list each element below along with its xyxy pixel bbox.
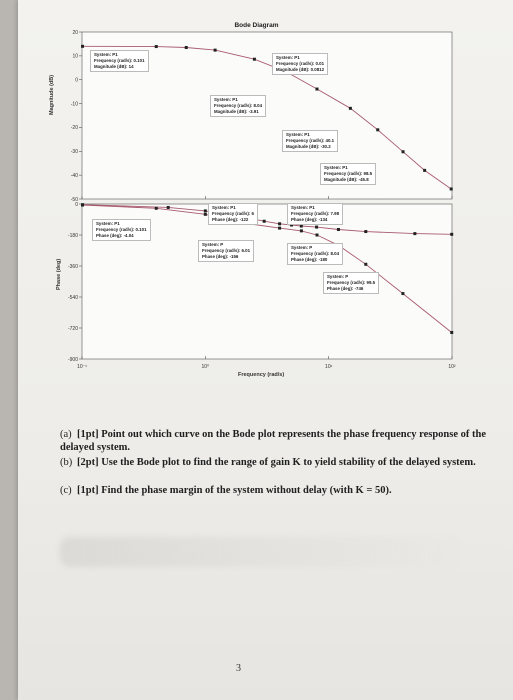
datatip	[320, 163, 376, 185]
datatip-line: Frequency (rad/s): 98.5	[324, 171, 373, 176]
bleed-through-text	[60, 537, 460, 567]
magnitude-y-tick-label: -40	[70, 172, 78, 179]
datatip-line: System: P1	[291, 205, 315, 210]
datatip-line: Frequency (rad/s): 0.01	[276, 61, 325, 66]
datatip-line: Frequency (rad/s): 0.101	[94, 58, 145, 63]
datatip-line: Magnitude (dB): -45.8	[324, 177, 369, 182]
datatip-line: Phase (deg): -180	[291, 257, 328, 262]
datatip	[287, 203, 343, 225]
datatip-line: System: P1	[96, 221, 120, 226]
datatip-line: Magnitude (dB): -30.2	[286, 144, 331, 149]
datatip-line: Frequency (rad/s): 40.1	[286, 138, 335, 143]
phase-y-tick-label: -360	[67, 263, 78, 270]
datatip-line: System: P	[202, 242, 224, 247]
datatip	[90, 50, 149, 72]
magnitude-series-0-point	[253, 58, 256, 61]
phase-series-0-point	[413, 232, 416, 235]
x-tick-label: 10⁻¹	[77, 364, 87, 370]
magnitude-series-0-point	[81, 45, 84, 48]
magnitude-series-0-point	[315, 88, 318, 91]
datatip-line: System: P1	[324, 165, 348, 170]
phase-series-1-point	[204, 213, 207, 216]
chart-title: Bode Diagram	[234, 22, 279, 29]
phase-y-tick-label: -720	[67, 325, 78, 332]
question-c-text: [1pt] Find the phase margin of the system without delay (with K = 50).	[77, 485, 392, 496]
datatip-line: Phase (deg): -134	[291, 217, 328, 222]
datatip-line: Phase (deg): -4.04	[96, 233, 134, 238]
phase-y-tick-label: -900	[67, 356, 78, 363]
magnitude-series-0-point	[185, 46, 188, 49]
datatip-line: Frequency (rad/s): 6.01	[202, 248, 251, 253]
datatip	[198, 240, 254, 262]
datatip-line: System: P	[327, 274, 349, 279]
magnitude-y-tick-label: 20	[72, 29, 78, 36]
x-axis-label: Frequency (rad/s)	[238, 372, 285, 378]
datatip	[287, 243, 343, 265]
magnitude-series-0-point	[450, 187, 453, 190]
phase-series-1-point	[278, 227, 281, 230]
datatip-line: Frequency (rad/s): 7.98	[291, 211, 340, 216]
datatip	[282, 130, 338, 152]
magnitude-series-0-point	[402, 150, 405, 153]
question-a-number: (a)	[60, 429, 72, 440]
datatip-line: System: P	[291, 245, 313, 250]
phase-series-0-point	[278, 222, 281, 225]
phase-series-1-point	[300, 229, 303, 232]
phase-series-0-point	[337, 228, 340, 231]
datatip-line: Phase (deg): -122	[212, 217, 249, 222]
magnitude-y-tick-label: -20	[70, 125, 78, 132]
phase-series-0-point	[263, 220, 266, 223]
question-b	[60, 456, 476, 469]
datatip-line: Frequency (rad/s): 99.5	[327, 280, 376, 285]
datatip-line: System: P1	[286, 132, 310, 137]
datatip-line: Phase (deg): -156	[202, 254, 239, 259]
datatip-line: Frequency (rad/s): 8.04	[291, 251, 340, 256]
magnitude-series-0-point	[155, 45, 158, 48]
phase-series-0-point	[167, 206, 170, 209]
phase-axis-label: Phase (deg)	[56, 258, 62, 290]
datatip-line: Magnitude (dB): 0.0812	[276, 67, 325, 72]
magnitude-series-0-point	[423, 169, 426, 172]
x-tick-label: 10¹	[325, 364, 333, 370]
datatip	[210, 95, 266, 117]
phase-y-tick-label: -540	[67, 294, 78, 301]
magnitude-series-0-point	[376, 128, 379, 131]
magnitude-y-tick-label: 10	[72, 53, 78, 60]
datatip-line: System: P1	[94, 52, 118, 57]
datatip	[323, 272, 379, 294]
question-a	[60, 428, 513, 454]
phase-series-1-point	[81, 204, 84, 207]
phase-series-0-point	[204, 209, 207, 212]
datatip	[272, 53, 328, 75]
question-c	[60, 484, 392, 497]
magnitude-y-tick-label: 0	[75, 77, 78, 84]
phase-y-tick-label: -180	[67, 232, 78, 239]
page-number: 3	[236, 663, 241, 674]
datatip-line: System: P1	[212, 205, 236, 210]
phase-series-1-point	[450, 331, 453, 334]
datatip	[208, 203, 258, 225]
phase-series-1-point	[401, 292, 404, 295]
magnitude-y-tick-label: -50	[70, 196, 78, 203]
magnitude-axis-label: Magnitude (dB)	[49, 74, 55, 115]
datatip-line: Frequency (rad/s): 8.04	[214, 103, 263, 108]
datatip-line: Magnitude (dB): 14	[94, 64, 134, 69]
phase-series-1-point	[315, 234, 318, 237]
datatip-line: Magnitude (dB): -3.91	[214, 109, 259, 114]
question-c-number: (c)	[60, 485, 72, 496]
datatip-line: System: P1	[214, 97, 238, 102]
question-b-number: (b)	[60, 457, 73, 468]
phase-series-0-point	[315, 226, 318, 229]
magnitude-series-0-point	[349, 107, 352, 110]
datatip-line: Frequency (rad/s): 0.101	[96, 227, 147, 232]
datatip	[92, 219, 151, 241]
phase-series-0-point	[364, 230, 367, 233]
phase-series-0-point	[450, 233, 453, 236]
magnitude-y-tick-label: -30	[70, 149, 78, 156]
magnitude-series-0-point	[214, 49, 217, 52]
datatip-line: Phase (deg): -746	[327, 286, 364, 291]
phase-y-tick-label: 0	[75, 201, 78, 208]
x-tick-label: 10⁰	[201, 364, 210, 370]
phase-series-1-point	[364, 263, 367, 266]
x-tick-label: 10²	[448, 364, 456, 370]
phase-series-1-point	[155, 207, 158, 210]
datatip-line: System: P1	[276, 55, 300, 60]
magnitude-y-tick-label: -10	[70, 101, 78, 108]
datatip-line: Frequency (rad/s): 6	[212, 211, 254, 216]
question-a-text: [1pt] Point out which curve on the Bode plot represents the phase frequency response of the delayed system.	[60, 429, 487, 453]
question-b-text: [2pt] Use the Bode plot to find the range of gain K to yield stability of the delayed system.	[77, 457, 476, 468]
